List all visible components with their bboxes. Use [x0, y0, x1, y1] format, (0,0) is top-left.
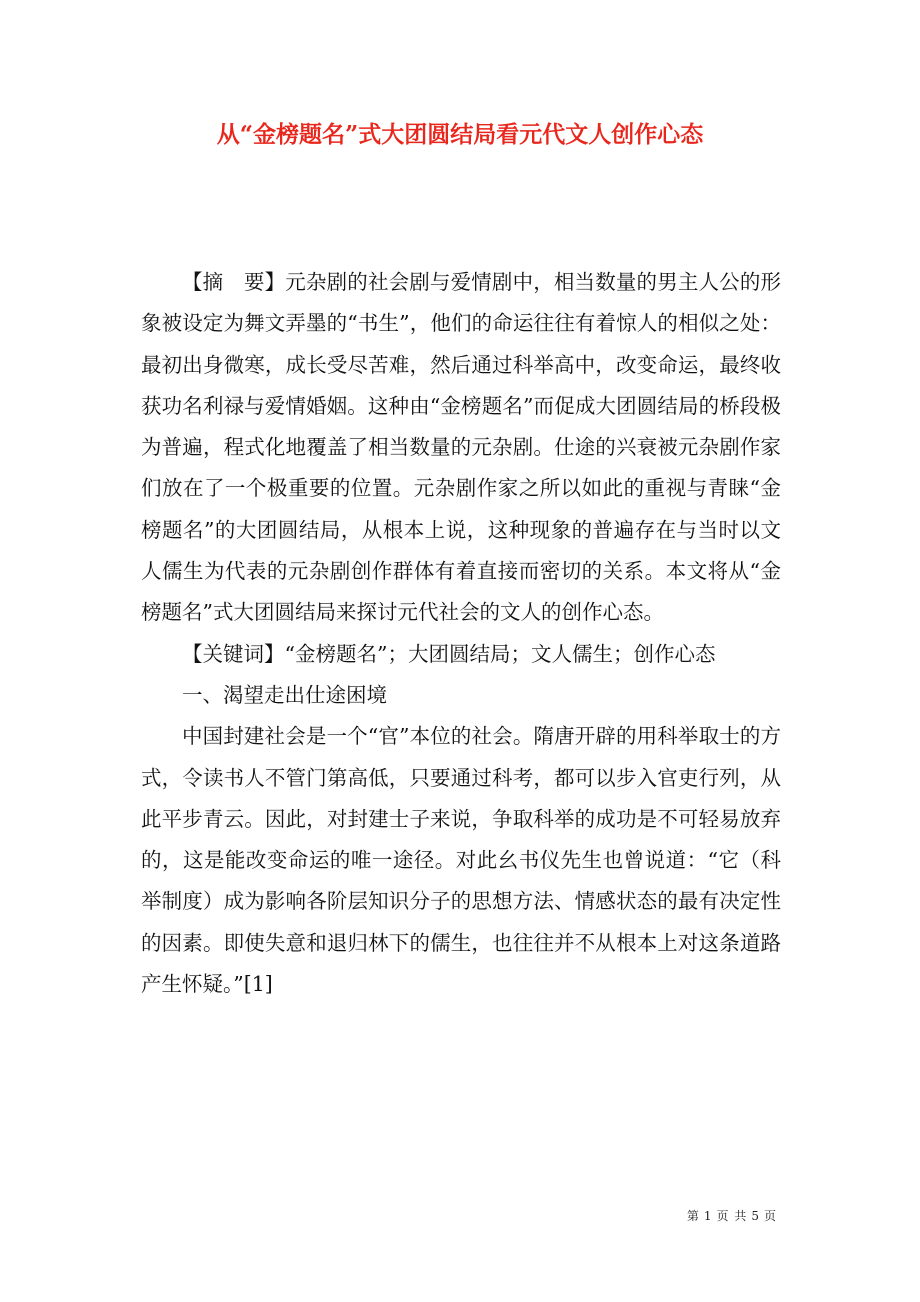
document-title: 从“金榜题名”式大团圆结局看元代文人创作心态: [216, 121, 704, 148]
keywords-paragraph: 【关键词】“金榜题名”；大团圆结局；文人儒生；创作心态: [182, 641, 716, 666]
page-number-footer: [685, 1207, 779, 1224]
footer-suffix: 页: [763, 1209, 777, 1223]
current-page-number: 1: [703, 1209, 713, 1223]
document-body: [141, 262, 781, 1005]
total-pages-number: 5: [751, 1209, 760, 1223]
footer-prefix: 第: [686, 1209, 700, 1223]
footer-middle: 页 共: [716, 1209, 748, 1223]
body-paragraph: 中国封建社会是一个“官”本位的社会。隋唐开辟的用科举取士的方式，令读书人不管门第高低，只要通过科考，都可以步入官吏行列，从此平步青云。因此，对封建士子来说，争取科举的成功是不可轻易放弃的，这是能改变命运的唯一途径。对此幺书仪先生也曾说道：“它（科举制度）成为影响各阶层知识分子的思想方法、情感状态的最有决定性的因素。即使失意和退归林下的儒生，也往往并不从根本上对这条道路产生怀疑。”[1]: [141, 724, 781, 997]
section-heading: 一、渴望走出仕途困境: [182, 682, 387, 707]
abstract-paragraph: 【摘 要】元杂剧的社会剧与爱情剧中，相当数量的男主人公的形象被设定为舞文弄墨的“书生”，他们的命运往往有着惊人的相似之处：最初出身微寒，成长受尽苦难，然后通过科举高中，改变命运，最终收获功名利禄与爱情婚姻。这种由“金榜题名”而促成大团圆结局的桥段极为普遍，程式化地覆盖了相当数量的元杂剧。仕途的兴衰被元杂剧作家们放在了一个极重要的位置。元杂剧作家之所以如此的重视与青睐“金榜题名”的大团圆结局，从根本上说，这种现象的普遍存在与当时以文人儒生为代表的元杂剧创作群体有着直接而密切的关系。本文将从“金榜题名”式大团圆结局来探讨元代社会的文人的创作心态。: [141, 270, 781, 625]
